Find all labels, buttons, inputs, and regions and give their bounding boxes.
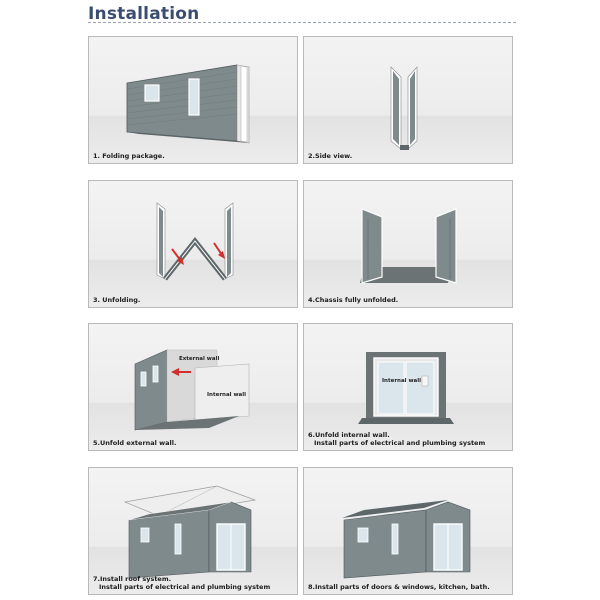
unfolding-illustration — [89, 181, 298, 308]
step-8-caption: 8.Install parts of doors & windows, kitchen, bath. — [308, 583, 490, 591]
external-wall-label: External wall — [179, 356, 220, 362]
external-wall-illustration — [89, 324, 298, 451]
step-4-caption: 4.Chassis fully unfolded. — [308, 296, 399, 304]
step-8-panel — [303, 467, 513, 595]
page-title: Installation — [88, 4, 200, 24]
step-4-panel — [303, 180, 513, 308]
title-divider — [88, 22, 516, 23]
internal-wall-label: Internal wall — [207, 392, 247, 398]
step-3-caption: 3. Unfolding. — [93, 296, 141, 304]
step-6-caption: 6.Unfold internal wall. Install parts of electrical and plumbing system — [308, 431, 486, 447]
doors-windows-illustration — [304, 468, 513, 595]
step-2-caption: 2.Side view. — [308, 152, 353, 160]
side-view-illustration — [304, 37, 513, 164]
step-7-panel — [88, 467, 298, 595]
step-1-panel — [88, 36, 298, 164]
step-1-caption: 1. Folding package. — [93, 152, 165, 160]
step-5-caption: 5.Unfold external wall. — [93, 439, 177, 447]
chassis-unfolded-illustration — [304, 181, 513, 308]
step-5-panel — [88, 323, 298, 451]
step-2-panel — [303, 36, 513, 164]
internal-wall-label-6: Internal wall — [382, 378, 422, 384]
folded-package-illustration — [89, 37, 298, 164]
step-6-panel — [303, 323, 513, 451]
step-7-caption: 7.Install roof system. Install parts of electrical and plumbing system — [93, 575, 271, 591]
step-3-panel — [88, 180, 298, 308]
